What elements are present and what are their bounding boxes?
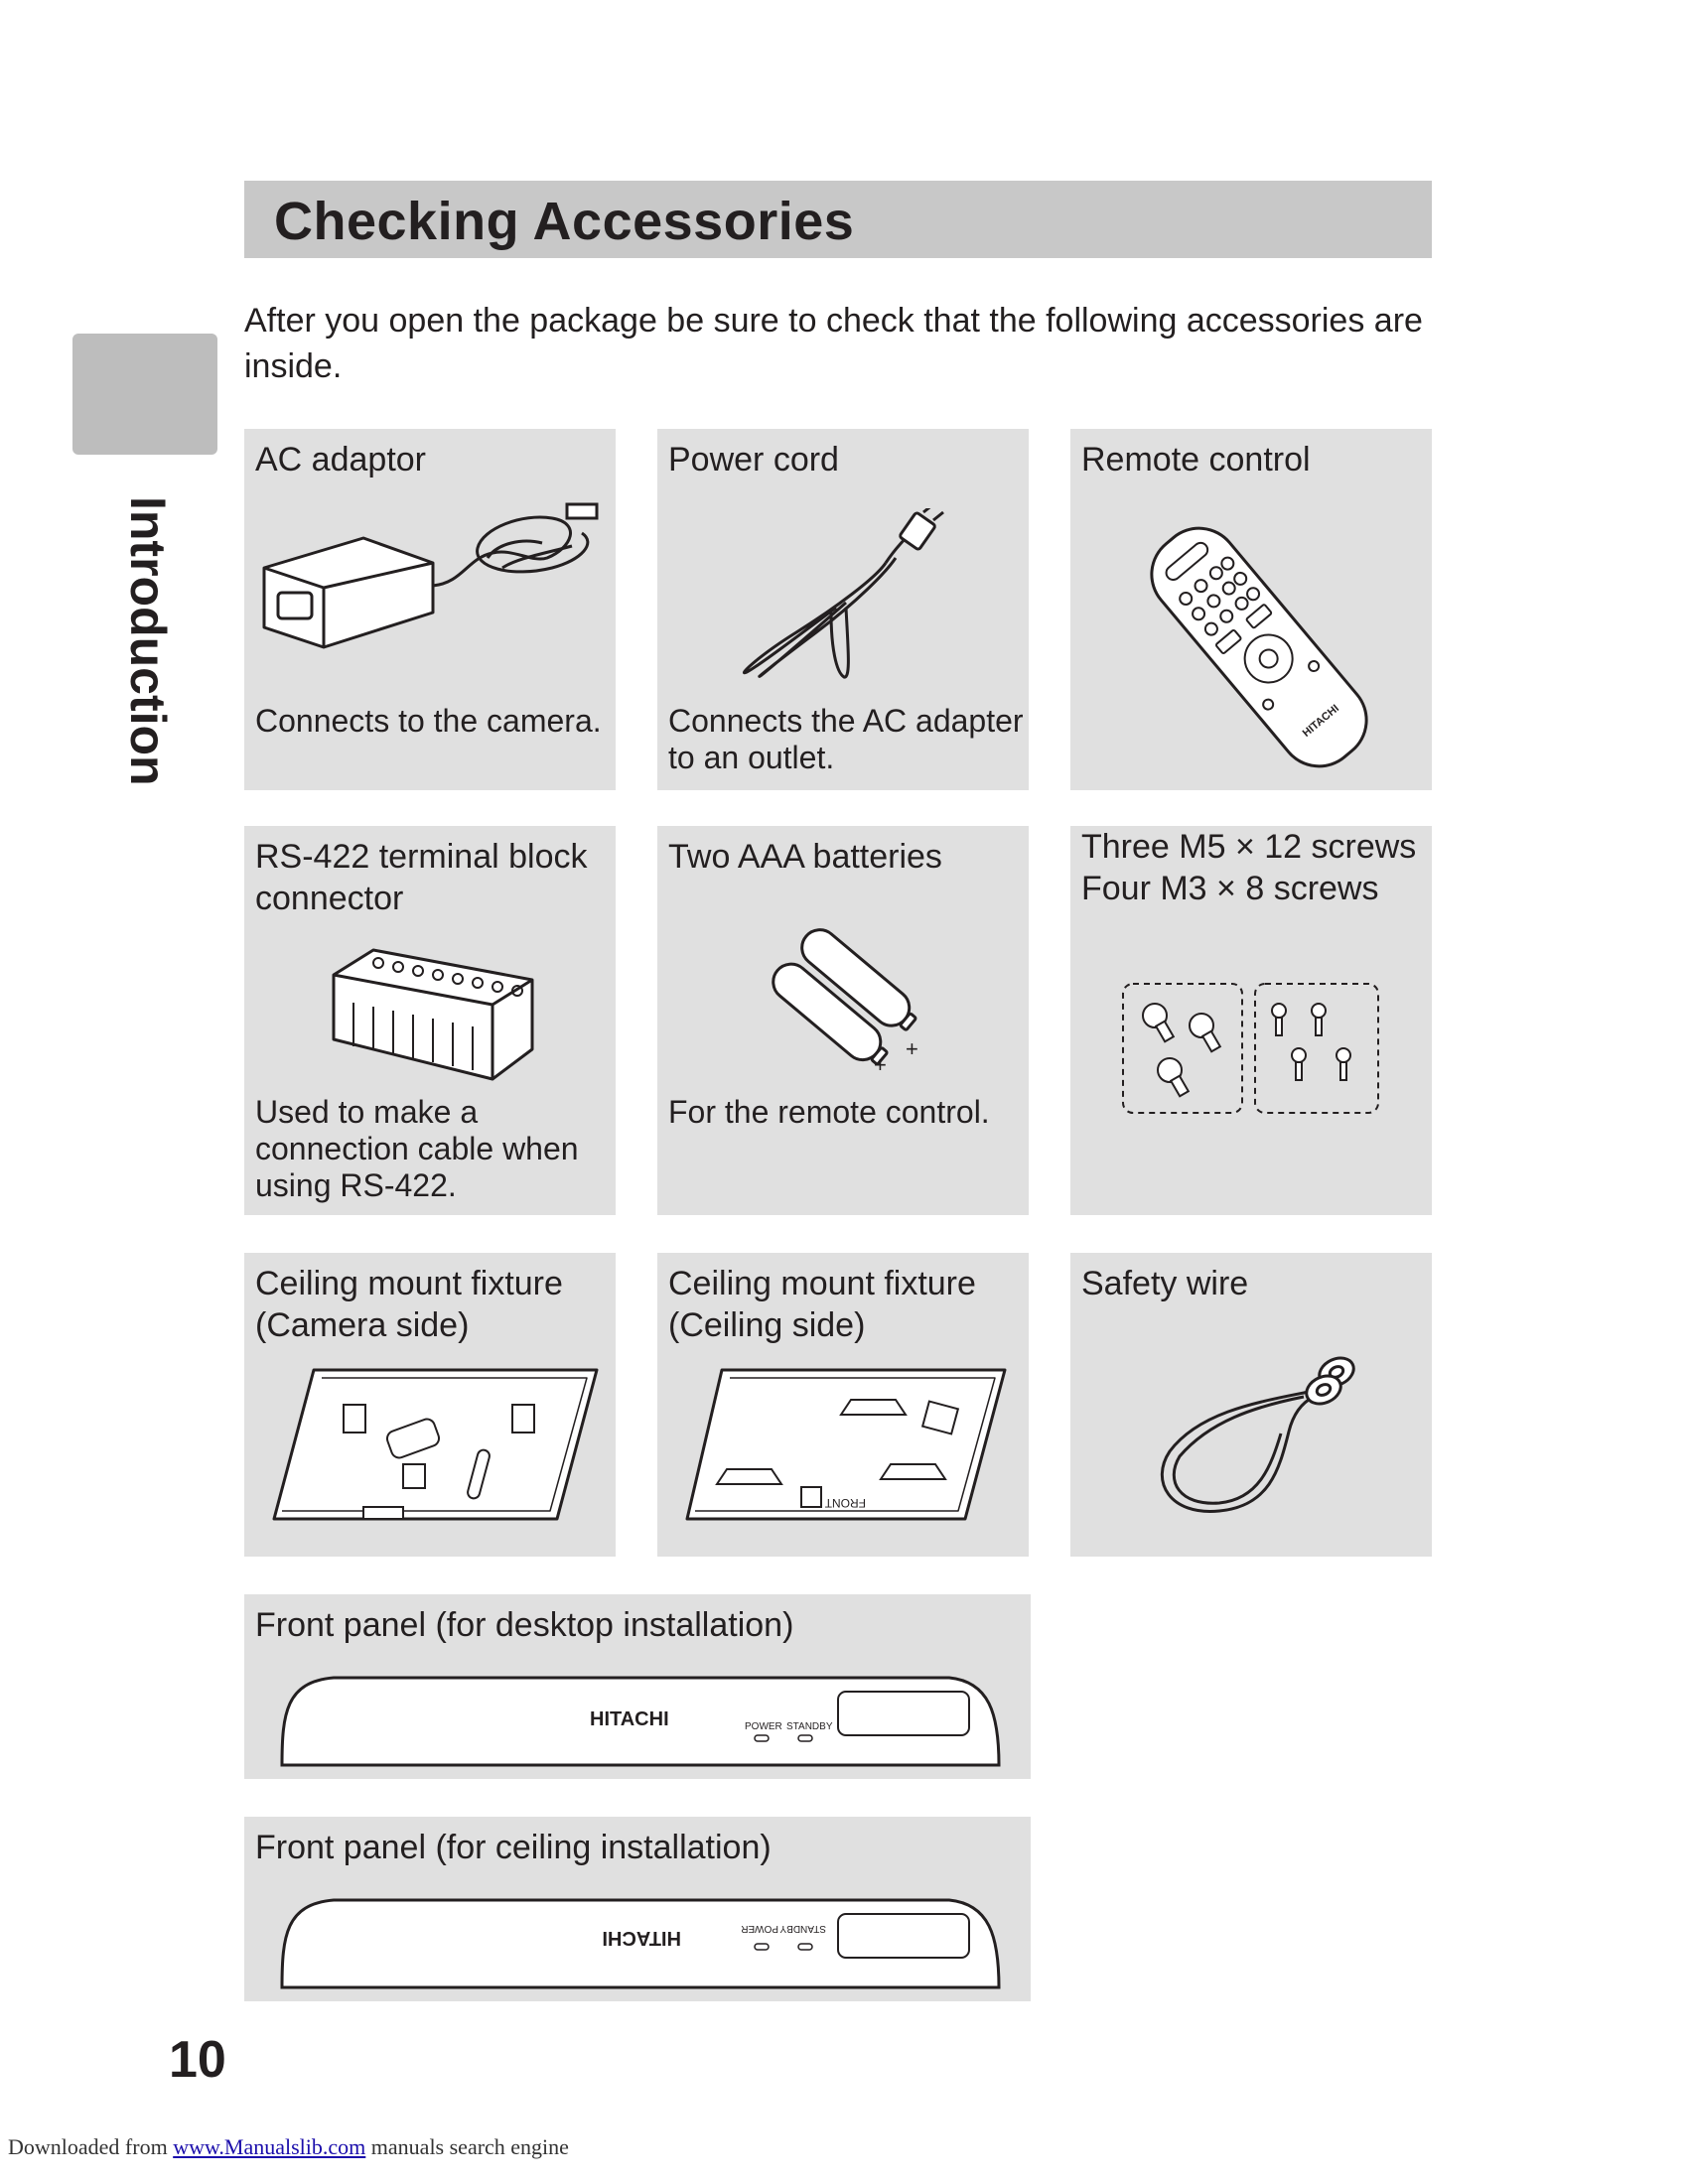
item-card-power-cord (657, 429, 1029, 790)
item-desc: Connects the AC adapter to an outlet. (668, 703, 1024, 775)
footer-link[interactable]: www.Manualslib.com (173, 2134, 366, 2159)
page-number: 10 (169, 2031, 226, 2089)
item-label: Front panel (for ceiling installation) (255, 1829, 772, 1866)
item-card-batteries (657, 826, 1029, 1215)
item-card-safety-wire (1070, 1253, 1432, 1557)
power-label-inverted: POWER (741, 1923, 778, 1934)
item-card-front-panel-desktop (244, 1594, 1031, 1779)
download-footer (8, 2134, 569, 2160)
item-label: Remote control (1081, 441, 1311, 478)
remote-brand-text: HITACHI (1300, 702, 1341, 740)
item-card-screws (1070, 826, 1432, 1215)
title-bar (244, 181, 1432, 258)
item-desc: Connects to the camera. (255, 703, 602, 739)
item-card-mount-ceiling-side (657, 1253, 1029, 1557)
front-panel-ceiling-icon (274, 1896, 1005, 1991)
item-desc: For the remote control. (668, 1094, 990, 1130)
standby-led (798, 1944, 812, 1950)
section-side-label (117, 496, 177, 794)
item-card-remote-control (1070, 429, 1432, 790)
power-led (755, 1735, 769, 1741)
footer-prefix: Downloaded from (8, 2134, 174, 2159)
power-label: POWER (745, 1721, 782, 1732)
page-title: Checking Accessories (274, 192, 855, 251)
ac-adaptor-icon (254, 498, 612, 677)
standby-led (798, 1735, 812, 1741)
mount-fixture-ceiling-icon (677, 1360, 1015, 1529)
item-label: Ceiling mount fixture (Camera side) (255, 1265, 563, 1344)
item-desc: Used to make a connection cable when using RS-422. (255, 1094, 579, 1203)
item-label: Two AAA batteries (668, 838, 942, 876)
terminal-block-icon (324, 945, 542, 1084)
item-card-front-panel-ceiling (244, 1817, 1031, 2001)
svg-text:+: + (906, 1036, 918, 1061)
mount-fixture-camera-icon (264, 1360, 602, 1529)
intro-text: After you open the package be sure to check that the following accessories are inside. (244, 302, 1423, 385)
panel-brand-text: HITACHI (590, 1708, 669, 1730)
power-led (755, 1944, 769, 1950)
front-panel-desktop-icon (274, 1674, 1005, 1769)
item-label: Ceiling mount fixture (Ceiling side) (668, 1265, 976, 1344)
standby-label: STANDBY (786, 1721, 833, 1732)
item-label: Front panel (for desktop installation) (255, 1606, 794, 1644)
item-label: Safety wire (1081, 1265, 1249, 1302)
item-card-terminal-block (244, 826, 616, 1215)
side-label-text: Introduction (120, 496, 176, 786)
remote-control-icon (1110, 508, 1408, 786)
svg-text:+: + (874, 1052, 887, 1077)
item-label: AC adaptor (255, 441, 426, 478)
panel-brand-text-inverted: HITACHI (602, 1927, 681, 1949)
item-card-mount-camera-side (244, 1253, 616, 1557)
item-card-ac-adaptor (244, 429, 616, 790)
footer-suffix: manuals search engine (365, 2134, 569, 2159)
safety-wire-icon (1140, 1342, 1388, 1541)
item-label: Three M5 × 12 screws Four M3 × 8 screws (1081, 828, 1417, 907)
batteries-icon (747, 925, 945, 1084)
front-label: FRONT (824, 1496, 866, 1510)
item-label: RS-422 terminal block connector (255, 838, 588, 917)
side-tab (72, 334, 217, 455)
screws-icon (1120, 981, 1388, 1120)
power-cord-icon (737, 508, 955, 687)
standby-label-inverted: STANDBY (779, 1923, 826, 1934)
item-label: Power cord (668, 441, 839, 478)
